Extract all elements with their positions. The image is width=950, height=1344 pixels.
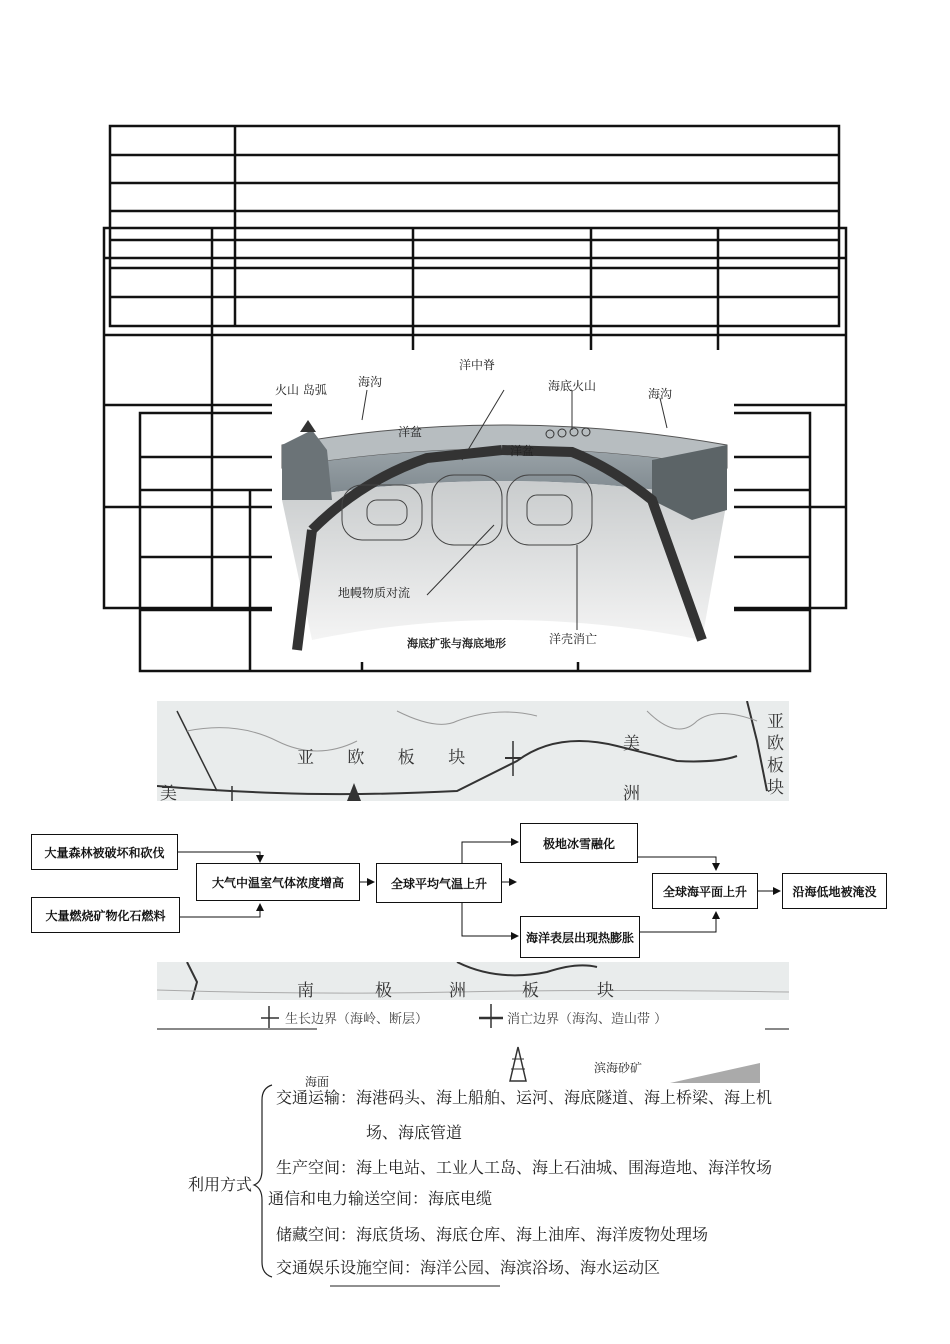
label-trench-right: 海沟	[648, 387, 673, 401]
america-label-left: 美	[160, 784, 177, 801]
legend-growth-boundary: 生长边界（海岭、断层）	[285, 1012, 429, 1027]
antarctic-1: 南	[297, 981, 314, 1000]
label-crust-consumed: 洋壳消亡	[549, 632, 598, 646]
usage-row-transport-cont: 场、海底管道	[366, 1123, 463, 1142]
continent-label: 洲	[623, 784, 640, 801]
antarctic-2: 极	[375, 981, 392, 1000]
flow-ice-melt: 极地冰雪融化	[520, 823, 638, 863]
flow-ghg-increase: 大气中温室气体浓度增高	[196, 863, 360, 901]
label-basin-left: 洋盆	[398, 425, 423, 439]
eurasia-right-4: 块	[767, 778, 784, 798]
usage-row-production: 生产空间：海上电站、工业人工岛、海上石油城、围海造地、海洋牧场	[276, 1158, 773, 1177]
label-basin-right: 洋盆	[510, 444, 535, 458]
coastal-sand-label: 滨海砂矿	[594, 1061, 643, 1075]
flow-coast-flooded: 沿海低地被淹没	[782, 873, 887, 909]
label-volcano-arc: 火山 岛弧	[275, 383, 327, 397]
usage-row-storage: 储藏空间：海底货场、海底仓库、海上油库、海洋废物处理场	[276, 1225, 709, 1244]
flow-fossil-fuels: 大量燃烧矿物化石燃料	[31, 897, 180, 933]
legend-consume-boundary: 消亡边界（海沟、造山带 ）	[507, 1012, 668, 1027]
flow-thermal-expansion: 海洋表层出现热膨胀	[520, 916, 640, 958]
america-label-right: 美	[623, 734, 640, 754]
eurasia-right-2: 欧	[767, 734, 784, 754]
antarctic-5: 块	[597, 981, 614, 1000]
eurasian-plate-label: 亚 欧 板 块	[297, 748, 480, 768]
usage-heading: 利用方式	[188, 1175, 253, 1194]
antarctic-3: 洲	[449, 981, 466, 1000]
label-seamount: 海底火山	[548, 379, 597, 393]
antarctic-4: 板	[522, 981, 539, 1000]
usage-row-transport: 交通运输：海港码头、海上船舶、运河、海底隧道、海上桥梁、海上机	[276, 1088, 773, 1107]
eurasia-right-1: 亚	[767, 712, 784, 732]
flow-sea-level-rise: 全球海平面上升	[652, 873, 758, 909]
diagram-caption: 海底扩张与海底地形	[407, 637, 506, 650]
label-ocean-ridge: 洋中脊	[459, 358, 496, 372]
flow-deforestation: 大量森林被破坏和砍伐	[31, 834, 178, 870]
usage-row-recreation: 交通娱乐设施空间：海洋公园、海滨浴场、海水运动区	[276, 1258, 661, 1277]
eurasia-right-3: 板	[767, 756, 784, 776]
label-mantle-convection: 地幔物质对流	[338, 586, 411, 600]
label-trench-left: 海沟	[358, 375, 383, 389]
flow-temp-rise: 全球平均气温上升	[376, 863, 502, 903]
sea-surface-label: 海面	[305, 1075, 330, 1089]
usage-row-communication: 通信和电力输送空间：海底电缆	[268, 1189, 493, 1208]
